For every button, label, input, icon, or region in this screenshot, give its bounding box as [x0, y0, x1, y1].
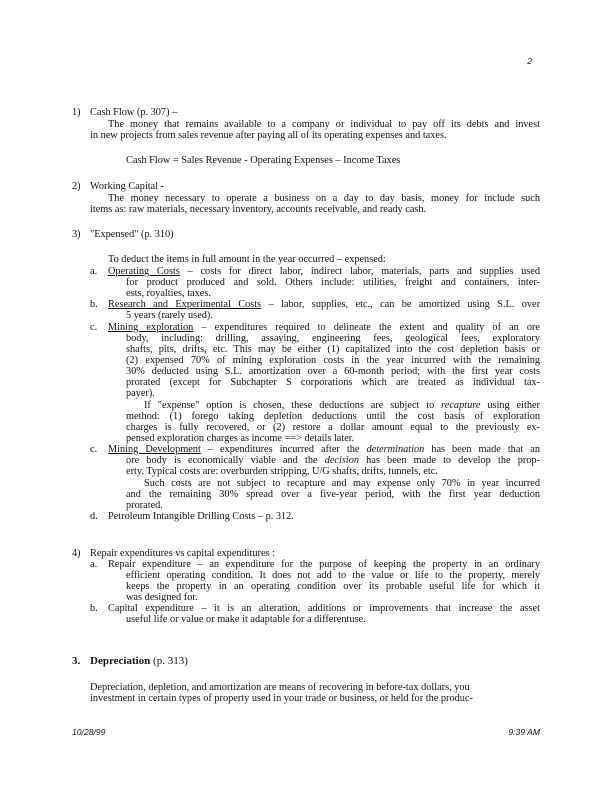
item-title-cash-flow: Cash Flow (p. 307) –: [90, 107, 178, 118]
mining-development-para2-line: and the remaining 30% spread over a five-year period, with the first year deduction: [126, 489, 540, 500]
section-heading: [72, 656, 80, 667]
subitem-letter: a.: [90, 266, 98, 277]
mining-exploration-term: Mining exploration: [108, 322, 194, 333]
research-costs-line: Research and Experimental Costs – labor, supplies, etc., can be amortized using S.L. over: [108, 299, 540, 310]
mining-development-line: Mining Development – expenditures incurred after the determination has been made that an: [108, 444, 541, 455]
depreciation-body-line: Depreciation, depletion, and amortization are means of recovering in before-tax dollars, you: [90, 682, 470, 693]
page-number: 2: [527, 56, 532, 66]
cash-flow-body-line: The money that remains available to a company or individual to pay off its debts and invest: [108, 119, 540, 130]
section-heading-depreciation: Depreciation (p. 313): [90, 655, 188, 667]
repair-expenditure-line: keeps the property in an operating condition over its probable useful life for which it: [126, 581, 540, 592]
footer-time: 9:39 AM: [508, 727, 540, 737]
repair-expenditure-line: was designed for.: [126, 592, 198, 603]
mining-exploration-line: Mining exploration – expenditures required to delineate the extent and quality of an ore: [108, 322, 540, 333]
subitem-letter: c.: [90, 322, 98, 333]
operating-costs-line: for product produced and sold. Others include: utilities, freight and containers, inter-: [126, 277, 540, 288]
item-number: 3): [72, 229, 81, 240]
subitem-letter: a.: [90, 559, 98, 570]
mining-exploration-line: prorated (except for Subchapter S corporations which are treated as individual tax-: [126, 377, 540, 388]
cash-flow-body-line: in new projects from sales revenue after paying all of its operating expenses and taxes.: [90, 130, 447, 141]
mining-development-term: Mining Development: [108, 444, 201, 455]
mining-exploration-line: payer).: [126, 388, 155, 399]
operating-costs-line: Operating Costs – costs for direct labor, indirect labor, materials, parts and supplies used: [108, 266, 540, 277]
mining-exploration-para2-line: pensed exploration charges as income ==> details later.: [126, 433, 355, 444]
decision-emphasis: decision: [324, 455, 360, 466]
working-capital-body-line: The money necessary to operate a business on a day to day basis, money for include such: [108, 193, 540, 204]
petroleum-costs-line: Petroleum Intangible Drilling Costs – p. 312.: [108, 511, 294, 522]
determination-emphasis: determination: [366, 444, 425, 455]
research-costs-term: Research and Experimental Costs: [108, 299, 262, 310]
item-number: 2): [72, 181, 81, 192]
subitem-letter: d.: [90, 511, 98, 522]
mining-exploration-para2-line: If "expense" option is chosen, these deductions are subject to recapture using either: [144, 400, 540, 411]
operating-costs-term: Operating Costs: [108, 266, 180, 277]
repair-expenditure-line: efficient operating condition. It does not add to the value or life to the property, merely: [126, 570, 540, 581]
mining-development-line: erty. Typical costs are: overburden stripping, U/G shafts, drifts, tunnels, etc.: [126, 466, 438, 477]
recapture-emphasis: recapture: [441, 400, 481, 411]
depreciation-body-line: investment in certain types of property used in your trade or business, or held for the produc-: [90, 693, 473, 704]
footer-date: 10/28/99: [72, 727, 106, 737]
mining-development-para2-line: Such costs are not subject to recapture and may expense only 70% in year incurred: [144, 478, 540, 489]
subitem-letter: c.: [90, 444, 98, 455]
research-costs-line: 5 years (rarely used).: [126, 310, 213, 321]
mining-exploration-para2-line: charges is fully recovered, or (2) restore a dollar amount equal to the previously ex-: [126, 422, 540, 433]
mining-exploration-line: (2) expensed 70% of mining exploration costs in the year incurred with the remaining: [126, 355, 540, 366]
section-number: 3.: [72, 655, 81, 667]
item-title-expensed: "Expensed" (p. 310): [90, 229, 174, 240]
mining-development-line: ore body is economically viable and the decision has been made to develop the prop-: [126, 455, 540, 466]
item-number: 4): [72, 548, 81, 559]
mining-development-para2-line: prorated.: [126, 500, 163, 511]
item-title-working-capital: Working Capital -: [90, 181, 165, 192]
mining-exploration-line: shafts, pits, drifts, etc. This may be either (1) capitalized into the cost depletion basis or: [126, 344, 540, 355]
mining-exploration-para2-line: method: (1) forego taking depletion deductions until the cost basis of exploration: [126, 411, 540, 422]
mining-exploration-line: body, including: drilling, assaying, engineering fees, geological fees, exploratory: [126, 333, 540, 344]
expensed-intro: To deduct the items in full amount in the year occurred – expensed:: [108, 254, 386, 265]
capital-expenditure-line: useful life or value or make it adaptable for a differentuse.: [126, 614, 366, 625]
repair-expenditure-line: Repair expenditure – an expenditure for the purpose of keeping the property in an ordinary: [108, 559, 540, 570]
operating-costs-line: ests, royalties, taxes.: [126, 288, 211, 299]
subitem-letter: b.: [90, 603, 98, 614]
working-capital-body-line: items as: raw materials, necessary inventory, accounts receivable, and ready cash.: [90, 204, 427, 215]
capital-expenditure-line: Capital expenditure – it is an alteration, additions or improvements that increase the asset: [108, 603, 540, 614]
item-title-repair-vs-capital: Repair expenditures vs capital expenditures :: [90, 548, 275, 559]
subitem-letter: b.: [90, 299, 98, 310]
cash-flow-formula: Cash Flow = Sales Revenue - Operating Expenses – Income Taxes: [126, 155, 401, 166]
mining-exploration-line: 30% deducted using S.L. amortization over a 60-month period; with the first year costs: [126, 366, 540, 377]
item-number: 1): [72, 107, 81, 118]
